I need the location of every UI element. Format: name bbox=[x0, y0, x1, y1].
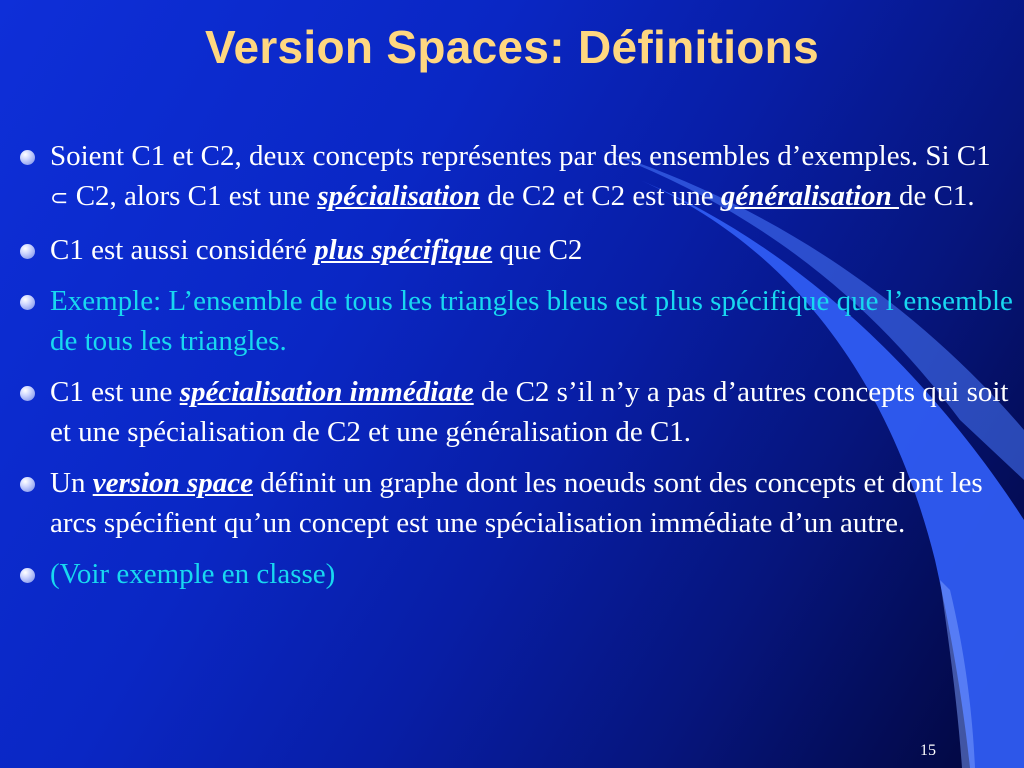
bullet-dot-icon bbox=[20, 244, 35, 259]
bullet-text: C2, alors C1 est une bbox=[68, 180, 318, 212]
bullet-dot-icon bbox=[20, 477, 35, 492]
bullet-dot-icon bbox=[20, 386, 35, 401]
term-version-space: version space bbox=[92, 467, 253, 499]
bullet-text: Soient C1 et C2, deux concepts représentes par des ensembles d’exemples. Si C1 bbox=[50, 140, 991, 172]
slide-title: Version Spaces: Définitions bbox=[205, 21, 819, 73]
bullet-dot-icon bbox=[20, 568, 35, 583]
bullet-text: Un bbox=[50, 467, 93, 499]
slide-number: 15 bbox=[920, 742, 936, 759]
bullet-text: de C2 et C2 est une bbox=[480, 180, 721, 212]
bullet-item bbox=[16, 554, 1016, 594]
bullet-item bbox=[16, 281, 1016, 361]
bullet-text: C1 est une bbox=[50, 376, 180, 408]
bullet-text: de C1. bbox=[898, 180, 975, 212]
bullet-text: que C2 bbox=[492, 234, 583, 266]
term-plus-specifique: plus spécifique bbox=[314, 234, 493, 266]
bullet-dot-icon bbox=[20, 150, 35, 165]
bullet-item bbox=[16, 230, 1016, 270]
term-generalisation: généralisation bbox=[720, 180, 899, 212]
term-specialisation: spécialisation bbox=[317, 180, 481, 212]
bullet-dot-icon bbox=[20, 295, 35, 310]
bullet-list bbox=[16, 136, 1016, 605]
bullet-text: définit un graphe dont les noeuds sont des concepts et dont les arcs spécifient qu’un concept est une spécialisation immédiate d’un autre. bbox=[50, 467, 983, 539]
bullet-item bbox=[16, 463, 1016, 543]
bullet-text: Exemple: L’ensemble de tous les triangles bleus est plus spécifique que l’ensemble de tous les triangles. bbox=[50, 285, 1013, 357]
bullet-text: (Voir exemple en classe) bbox=[50, 558, 336, 590]
subset-symbol: ⊂ bbox=[50, 186, 69, 211]
bullet-item bbox=[16, 136, 1016, 219]
bullet-text: C1 est aussi considéré bbox=[50, 234, 315, 266]
term-specialisation-immediate: spécialisation immédiate bbox=[179, 376, 474, 408]
bullet-text: de C2 s’il n’y a pas d’autres concepts qui soit et une spécialisation de C2 et une généralisation de C1. bbox=[50, 376, 1009, 448]
bullet-item bbox=[16, 372, 1016, 452]
